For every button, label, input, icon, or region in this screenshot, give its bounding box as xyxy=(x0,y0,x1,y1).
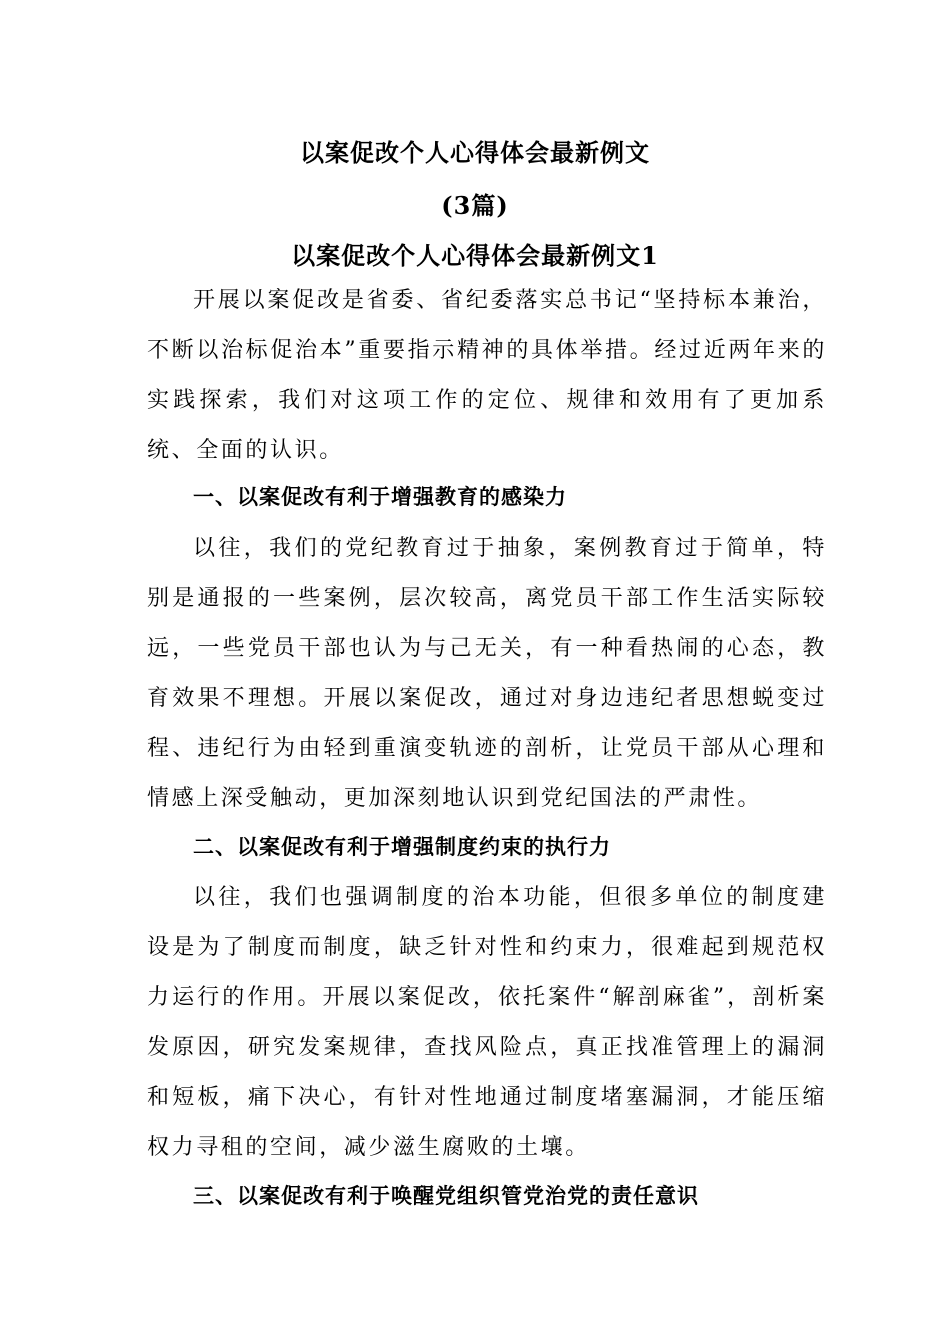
section-heading-3: 三、以案促改有利于唤醒党组织管党治党的责任意识 xyxy=(193,1183,699,1208)
section-heading-1: 一、以案促改有利于增强教育的感染力 xyxy=(193,484,567,509)
section-paragraph-2: 以往，我们也强调制度的治本功能，但很多单位的制度建设是为了制度而制度，缺乏针对性和约束力，很难起到规范权力运行的作用。开展以案促改，依托案件“解剖麻雀”，剖析案发原因，研究发案规律，查找风险点，真正找准管理上的漏洞和短板，痛下决心，有针对性地通过制度堵塞漏洞，才能压缩权力寻租的空间，减少滋生腐败的土壤。 xyxy=(147,885,827,1160)
section-heading-2: 二、以案促改有利于增强制度约束的执行力 xyxy=(193,834,611,859)
document-title: 以案促改个人心得体会最新例文 xyxy=(300,138,650,167)
intro-paragraph: 开展以案促改是省委、省纪委落实总书记“坚持标本兼治，不断以治标促治本”重要指示精神的具体举措。经过近两年来的实践探索，我们对这项工作的定位、规律和效用有了更加系统、全面的认识。 xyxy=(147,288,827,463)
section-title: 以案促改个人心得体会最新例文1 xyxy=(291,241,659,270)
section-paragraph-1: 以往，我们的党纪教育过于抽象，案例教育过于简单，特别是通报的一些案例，层次较高，离党员干部工作生活实际较远，一些党员干部也认为与己无关，有一种看热闹的心态，教育效果不理想。开展以案促改，通过对身边违纪者思想蜕变过程、违纪行为由轻到重演变轨迹的剖析，让党员干部从心理和情感上深受触动，更加深刻地认识到党纪国法的严肃性。 xyxy=(147,536,827,811)
document-title-count: (3篇) xyxy=(441,191,509,220)
